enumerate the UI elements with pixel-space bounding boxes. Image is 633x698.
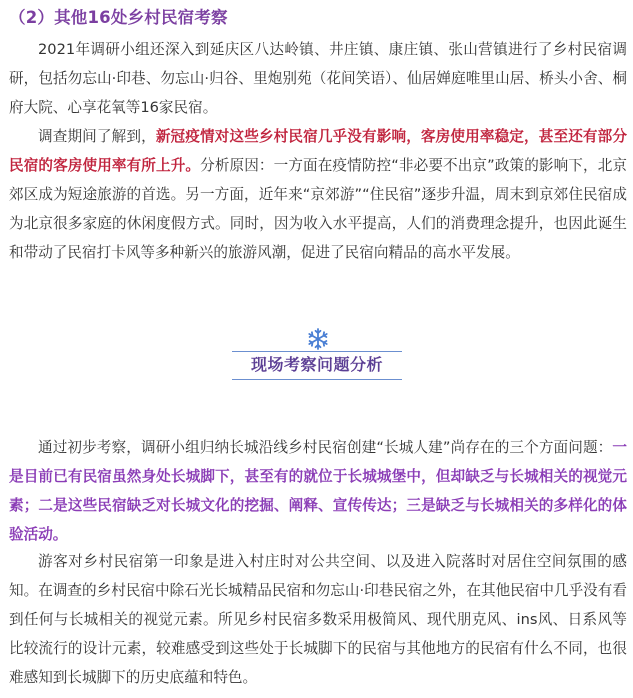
section-title: 现场考察问题分析	[250, 355, 383, 374]
section-heading: （2）其他16处乡村民宿考察	[9, 8, 228, 27]
section-title-block	[232, 327, 402, 385]
problems-lead: 通过初步考察，调研小组归纳长城沿线乡村民宿创建“长城人建”尚存在的三个方面问题：	[38, 439, 613, 456]
paragraph-survey-intro: 2021年调研小组还深入到延庆区八达岭镇、井庄镇、康庄镇、张山营镇进行了乡村民宿调研，包括勿忘山·印巷、勿忘山·归谷、里炮别苑（花间笑语）、仙居婵庭唯里山居、桥头小舍、桐府大院、心享花氧等16家民宿。	[9, 41, 627, 116]
paragraph-problems	[9, 433, 627, 549]
findings-lead: 调查期间了解到，	[38, 128, 156, 145]
findings-highlight: 新冠疫情对这些乡村民宿几乎没有影响，客房使用率稳定，甚至还有部分民宿的客房使用率有所上升。	[9, 128, 627, 174]
title-divider-top	[232, 351, 402, 352]
findings-analysis: 分析原因：一方面在疫情防控“非必要不出京”政策的影响下，北京郊区成为短途旅游的首选。另一方面，近年来“京郊游”“住民宿”逐步升温，周末到京郊住民宿成为北京很多家庭的休闲度假方式。同时，因为收入水平提高，人们的消费理念提升，也因此诞生和带动了民宿打卡风等多种新兴的旅游风潮，促进了民宿向精品的高水平发展。	[9, 157, 627, 261]
problems-highlight: 一是目前已有民宿虽然身处长城脚下，甚至有的就位于长城城堡中，但却缺乏与长城相关的视觉元素；二是这些民宿缺乏对长城文化的挖掘、阐释、宣传传达；三是缺乏与长城相关的多样化的体验活动。	[9, 439, 627, 543]
snowflake-icon	[306, 327, 330, 351]
paragraph-survey-findings	[9, 122, 627, 267]
title-divider-bottom	[232, 379, 402, 380]
paragraph-visitor-impression: 游客对乡村民宿第一印象是进入村庄时对公共空间、以及进入院落时对居住空间氛围的感知。在调查的乡村民宿中除石光长城精品民宿和勿忘山·印巷民宿之外，在其他民宿中几乎没有看到任何与长城相关的视觉元素。所见乡村民宿多数采用极简风、现代朋克风、ins风、日系风等比较流行的设计元素，较难感受到这些处于长城脚下的民宿与其他地方的民宿有什么不同，也很难感知到长城脚下的历史底蕴和特色。	[9, 553, 627, 686]
